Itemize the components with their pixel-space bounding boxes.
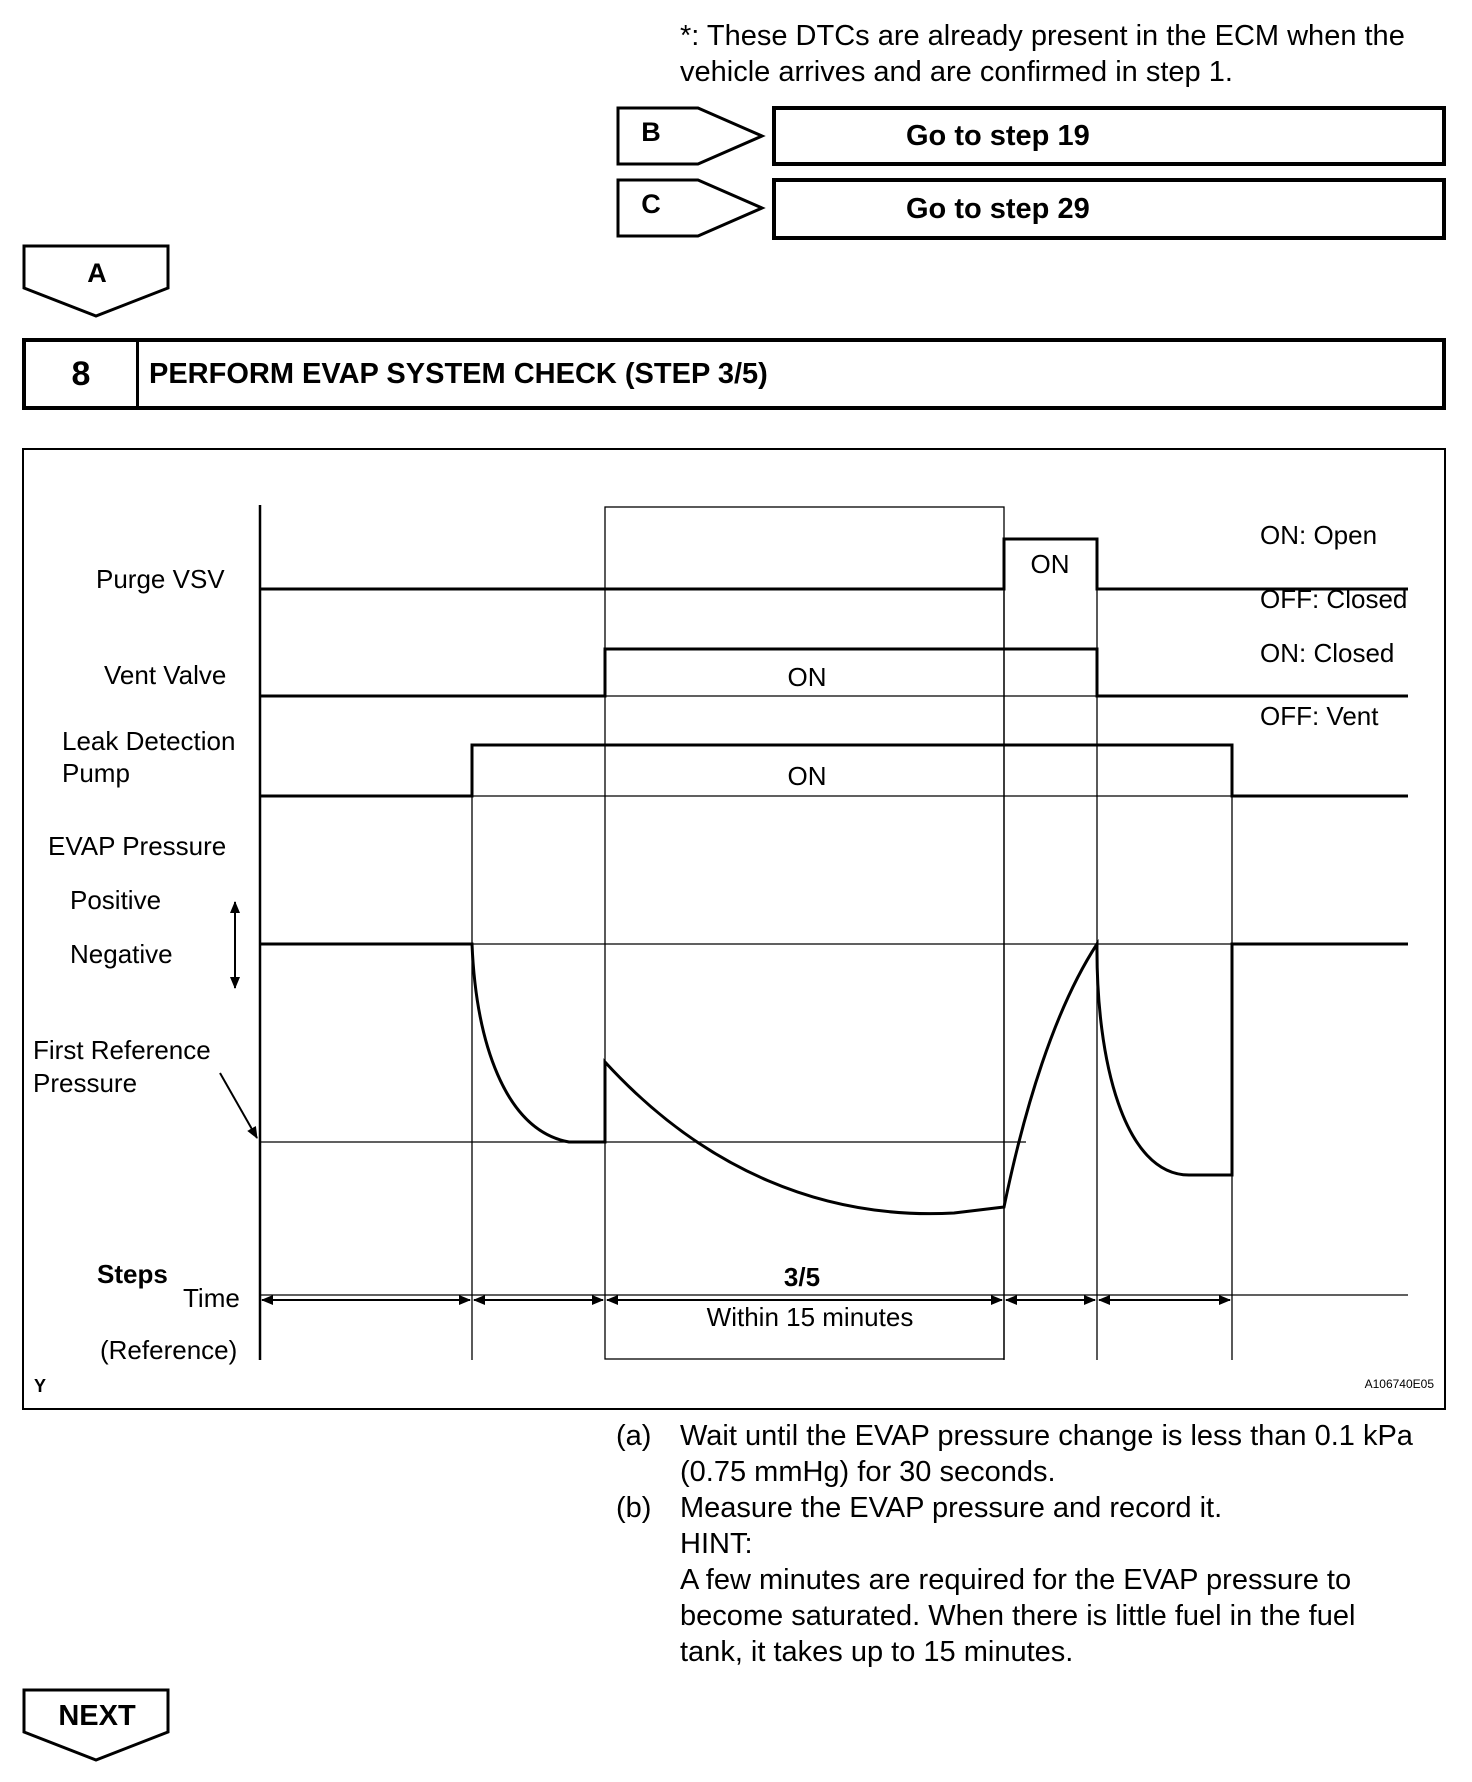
step-duration-label: Within 15 minutes <box>706 1302 914 1332</box>
goto-step-19-button[interactable] <box>772 106 1446 166</box>
timing-diagram-svg <box>24 450 1444 1408</box>
instruction-a-mark: (a) <box>616 1420 652 1452</box>
instruction-a-line: Wait until the EVAP pressure change is less than 0.1 kPa <box>680 1420 1413 1452</box>
on-closed-label: ON: Closed <box>1260 638 1395 668</box>
leak-pump-label-2: Pump <box>62 758 130 788</box>
step-number: 8 <box>26 342 139 406</box>
time-label: Time <box>183 1283 240 1313</box>
timing-diagram <box>22 448 1446 1410</box>
purge-on-label: ON <box>1030 549 1070 579</box>
reference-lines <box>260 507 1408 1360</box>
vent-valve-label: Vent Valve <box>104 660 227 690</box>
hint-line: become saturated. When there is little fuel in the fuel <box>680 1600 1356 1632</box>
goto-step-29-label: Go to step 29 <box>906 192 1090 225</box>
goto-step-19-label: Go to step 19 <box>906 119 1090 152</box>
instruction-b <box>616 1490 1456 1670</box>
leak-pump-signal <box>260 745 1408 796</box>
instruction-b-mark: (b) <box>616 1492 652 1524</box>
hint-line: A few minutes are required for the EVAP pressure to <box>680 1564 1352 1596</box>
step-title: PERFORM EVAP SYSTEM CHECK (STEP 3/5) <box>149 357 768 390</box>
step-header <box>22 338 1446 410</box>
steps-label: Steps <box>97 1259 168 1289</box>
first-reference-label-2: Pressure <box>33 1068 138 1098</box>
dtc-note: *: These DTCs are already present in the ECM when the vehicle arrives and are confirmed in step 1. <box>680 20 1405 88</box>
pump-on-label: ON <box>787 761 827 791</box>
instruction-a <box>616 1418 1456 1490</box>
hint-label: HINT: <box>680 1528 753 1560</box>
vent-valve-signal <box>260 649 1408 696</box>
on-open-label: ON: Open <box>1260 520 1378 550</box>
figure-id-label: A106740E05 <box>1364 1377 1434 1391</box>
branch-b-label: B <box>641 117 661 147</box>
instruction-b-line: Measure the EVAP pressure and record it. <box>680 1492 1223 1524</box>
evap-pressure-label: EVAP Pressure <box>48 831 227 861</box>
branch-c-label: C <box>641 189 661 219</box>
hint-line: tank, it takes up to 15 minutes. <box>680 1636 1074 1668</box>
vent-on-label: ON <box>787 662 827 692</box>
off-vent-label: OFF: Vent <box>1260 701 1379 731</box>
next-label: NEXT <box>58 1700 136 1732</box>
instructions <box>616 1418 1456 1670</box>
instruction-a-line: (0.75 mmHg) for 30 seconds. <box>680 1456 1056 1488</box>
goto-step-29-button[interactable] <box>772 178 1446 240</box>
off-closed-label: OFF: Closed <box>1260 584 1408 614</box>
purge-vsv-signal <box>260 539 1408 589</box>
branch-a-label: A <box>87 258 107 288</box>
corner-y-label: Y <box>34 1376 47 1396</box>
first-reference-label-1: First Reference <box>33 1035 211 1065</box>
negative-label: Negative <box>70 939 173 969</box>
step-number-label: 3/5 <box>783 1262 821 1292</box>
leak-pump-label-1: Leak Detection <box>62 726 236 756</box>
reference-label: (Reference) <box>100 1335 238 1365</box>
evap-pressure-curve <box>260 944 1408 1214</box>
purge-vsv-label: Purge VSV <box>96 564 225 594</box>
positive-label: Positive <box>70 885 162 915</box>
first-reference-pointer <box>220 1073 257 1138</box>
